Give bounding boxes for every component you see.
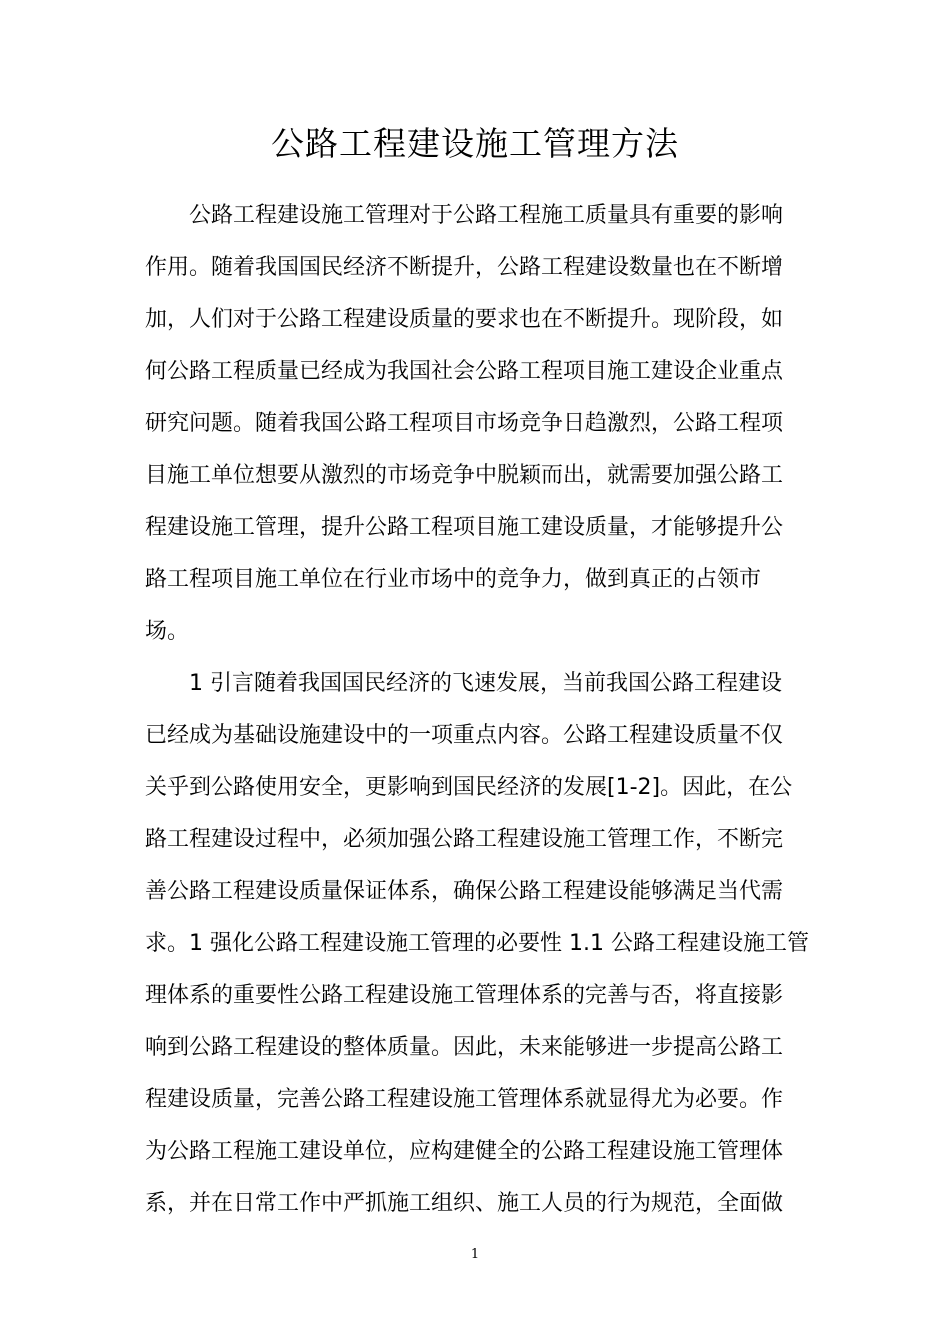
paragraph-line: 善公路工程建设质量保证体系，确保公路工程建设能够满足当代需 (145, 879, 784, 904)
paragraph-line: 已经成为基础设施建设中的一项重点内容。公路工程建设质量不仅 (145, 723, 784, 748)
paragraph-line: 理体系的重要性公路工程建设施工管理体系的完善与否，将直接影 (145, 983, 784, 1008)
document-body (145, 190, 809, 1230)
paragraph-line: 1 引言随着我国国民经济的飞速发展，当前我国公路工程建设 (189, 671, 782, 696)
paragraph-line: 路工程建设过程中，必须加强公路工程建设施工管理工作，不断完 (145, 827, 784, 852)
paragraph-line: 何公路工程质量已经成为我国社会公路工程项目施工建设企业重点 (145, 359, 784, 384)
document-title: 公路工程建设施工管理方法 (271, 124, 679, 163)
paragraph-line: 作用。随着我国国民经济不断提升，公路工程建设数量也在不断增 (145, 255, 784, 280)
paragraph-line: 场。 (145, 619, 190, 644)
paragraph-2 (145, 658, 809, 1230)
paragraph-line: 程建设质量，完善公路工程建设施工管理体系就显得尤为必要。作 (145, 1087, 784, 1112)
paragraph-line: 程建设施工管理，提升公路工程项目施工建设质量，才能够提升公 (145, 515, 784, 540)
paragraph-line: 研究问题。随着我国公路工程项目市场竞争日趋激烈，公路工程项 (145, 411, 784, 436)
paragraph-line: 求。1 强化公路工程建设施工管理的必要性 1.1 公路工程建设施工管 (145, 931, 809, 956)
paragraph-line: 加，人们对于公路工程建设质量的要求也在不断提升。现阶段，如 (145, 307, 784, 332)
paragraph-line: 目施工单位想要从激烈的市场竞争中脱颖而出，就需要加强公路工 (145, 463, 784, 488)
paragraph-line: 关乎到公路使用安全，更影响到国民经济的发展[1-2]。因此，在公 (145, 775, 793, 800)
paragraph-line: 路工程项目施工单位在行业市场中的竞争力，做到真正的占领市 (145, 567, 762, 592)
paragraph-line: 公路工程建设施工管理对于公路工程施工质量具有重要的影响 (189, 203, 784, 228)
page-number: 1 (470, 1247, 480, 1262)
paragraph-line: 为公路工程施工建设单位，应构建健全的公路工程建设施工管理体 (145, 1139, 784, 1164)
paragraph-line: 响到公路工程建设的整体质量。因此，未来能够进一步提高公路工 (145, 1035, 784, 1060)
paragraph-1 (145, 190, 805, 658)
paragraph-line: 系，并在日常工作中严抓施工组织、施工人员的行为规范，全面做 (145, 1191, 784, 1216)
